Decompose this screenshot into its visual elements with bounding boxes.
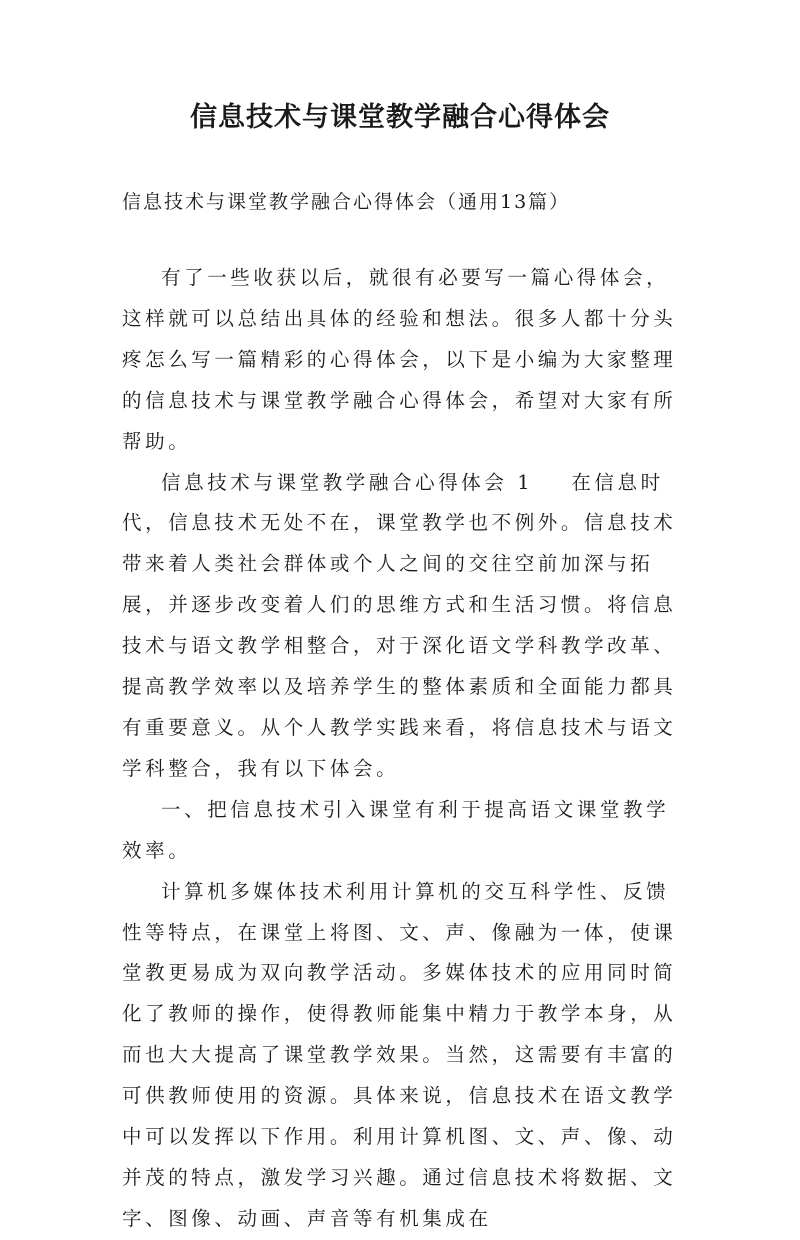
section-1-text: 在信息时代，信息技术无处不在，课堂教学也不例外。信息技术带来着人类社会群体或个人之间的交往空前加深与拓展，并逐步改变着人们的思维方式和生活习惯。将信息技术与语文教学相整合，对于深化语文学科教学改革、提高教学效率以及培养学生的整体素质和全面能力都具有重要意义。从个人教学实践来看，将信息技术与语文学科整合，我有以下体会。: [122, 470, 677, 780]
document-title: 信息技术与课堂教学融合心得体会: [190, 102, 610, 133]
document-subtitle: 信息技术与课堂教学融合心得体会（通用13篇）: [122, 191, 571, 213]
point-1-heading: 一、把信息技术引入课堂有利于提高语文课堂教学效率。: [122, 797, 670, 862]
section-1-heading: 信息技术与课堂教学融合心得体会 1: [161, 470, 534, 494]
intro-paragraph: 有了一些收获以后，就很有必要写一篇心得体会，这样就可以总结出具体的经验和想法。很多人都十分头疼怎么写一篇精彩的心得体会，以下是小编为大家整理的信息技术与课堂教学融合心得体会，希望对大家有所帮助。: [122, 266, 677, 453]
section-1-paragraph: [122, 463, 688, 790]
point-1-paragraph: 计算机多媒体技术利用计算机的交互科学性、反馈性等特点，在课堂上将图、文、声、像融为一体，使课堂教更易成为双向教学活动。多媒体技术的应用同时简化了教师的操作，使得教师能集中精力于教学本身，从而也大大提高了课堂教学效果。当然，这需要有丰富的可供教师使用的资源。具体来说，信息技术在语文教学中可以发挥以下作用。利用计算机图、文、声、像、动并茂的特点，激发学习兴趣。通过信息技术将数据、文字、图像、动画、声音等有机集成在: [122, 879, 677, 1230]
document-body: [122, 258, 688, 1240]
